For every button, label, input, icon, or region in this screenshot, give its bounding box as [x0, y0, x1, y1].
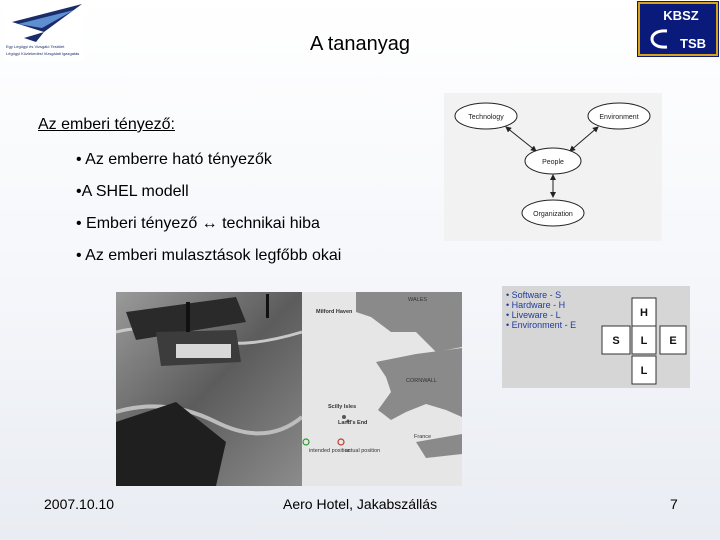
map-label: intended position	[309, 448, 351, 454]
people-organization-diagram	[444, 93, 662, 241]
shel-legend-item: • Hardware - H	[506, 300, 566, 310]
node-label: People	[542, 159, 564, 166]
node-label: Organization	[533, 211, 573, 218]
organization-logo	[4, 2, 84, 62]
shipwreck-map-image	[116, 292, 462, 486]
bullet-item: • Az emberi mulasztások legfőbb okai	[76, 247, 342, 264]
connector-line	[570, 127, 598, 151]
swoosh-logo-icon	[4, 2, 84, 44]
shel-legend-item: • Environment - E	[506, 320, 577, 330]
shel-letter: H	[640, 307, 648, 319]
map-label: actual position	[345, 448, 381, 454]
shel-letter: S	[612, 335, 620, 347]
logo-tsb-text: TSB	[680, 36, 706, 51]
kbsz-tsb-logo	[637, 1, 719, 57]
section-heading: Az emberi tényező:	[38, 116, 175, 133]
shel-model-figure	[502, 286, 690, 388]
map-label: France	[414, 434, 432, 440]
bullet-item: •A SHEL modell	[76, 183, 189, 200]
shel-legend-item: • Software - S	[506, 290, 562, 300]
connector-line	[506, 127, 536, 151]
logo-line-2: Légügyi Közlekedési Vizsgálati Igazgatás	[6, 51, 80, 56]
logo-line-1: Egy Légügyi és Vizsgáló Testület	[6, 44, 65, 49]
node-label: Environment	[599, 114, 639, 121]
page-number: 7	[670, 496, 678, 512]
shel-letter: E	[669, 335, 677, 347]
node-label: Technology	[468, 114, 504, 121]
shel-letter: L	[640, 335, 648, 347]
map-label: CORNWALL	[406, 378, 437, 384]
bullet-item: • Emberi tényező ↔ technikai hiba	[76, 215, 320, 232]
footer-date: 2007.10.10	[44, 496, 115, 512]
map-label: Scilly Isles	[328, 404, 357, 410]
shel-letter: L	[640, 365, 648, 377]
bullet-item: • Az emberre ható tényezők	[76, 151, 272, 168]
map-label: WALES	[408, 297, 428, 303]
logo-kbsz-text: KBSZ	[663, 8, 699, 23]
map-label: Land's End	[338, 420, 368, 426]
slide-title: A tananyag	[309, 33, 411, 55]
footer-location: Aero Hotel, Jakabszállás	[283, 496, 438, 512]
map-label: Milford Haven	[316, 309, 353, 315]
shel-legend-item: • Liveware - L	[506, 310, 561, 320]
kbsz-tsb-icon	[637, 1, 719, 57]
